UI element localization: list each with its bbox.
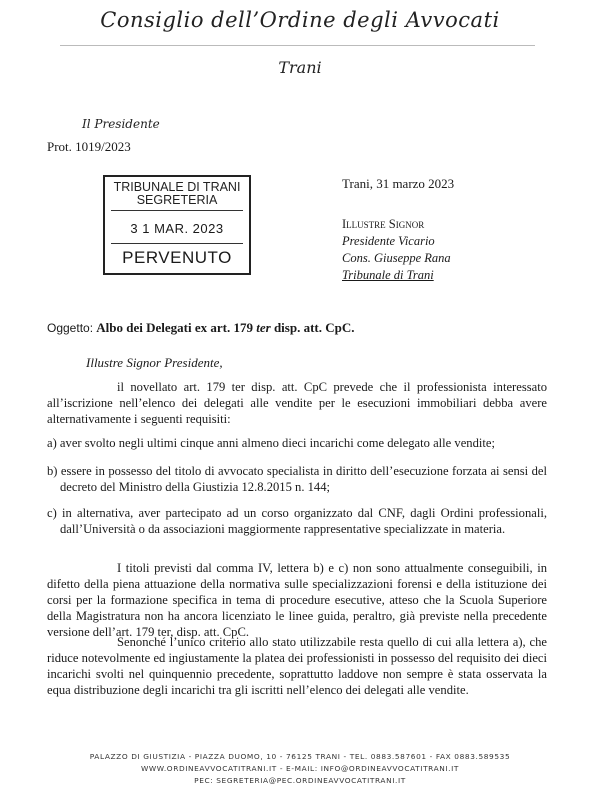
stamp-office: TRIBUNALE DI TRANI SEGRETERIA [113,180,241,207]
letterhead-divider [60,45,535,46]
stamp-divider-bottom [111,243,243,244]
subject-text-part1: Albo dei Delegati ex art. 179 [96,320,257,335]
footer-pec: PEC: SEGRETERIA@PEC.ORDINEAVVOCATITRANI.IT [194,776,406,785]
footer-address: PALAZZO DI GIUSTIZIA - PIAZZA DUOMO, 10 - 76125 TRANI - TEL. 0883.587601 - FAX 0883.589535 [89,752,511,761]
body-paragraph-1: il novellato art. 179 ter disp. att. CpC prevede che il professionista interessato all’iscrizione nell’elenco dei delegati alle vendite per le esecuzioni immobiliari debba avere alternativamente i seguenti requisiti: [47,380,547,426]
stamp-date: 3 1 MAR. 2023 [130,221,224,236]
requirement-item-b: b) essere in possesso del titolo di avvocato specialista in diritto dell’esecuzione forzata ai sensi del decreto del Ministro della Giustizia 12.8.2015 n. 144; [47,464,547,494]
protocol-number: Prot. 1019/2023 [47,139,131,154]
addressee-title: Illustre Signor [342,217,425,231]
salutation: Illustre Signor Presidente, [86,355,223,370]
addressee-block [342,216,451,284]
place-date: Trani, 31 marzo 2023 [342,176,455,191]
letterhead-title: Consiglio dell’Ordine degli Avvocati [100,8,500,32]
stamp-status: PERVENUTO [122,248,232,267]
body-paragraph-2: I titoli previsti dal comma IV, lettera b) e c) non sono attualmente conseguibili, in difetto della piena attuazione della normativa sulle specializzazioni forensi e della istituzione dei corsi per la formazione specifica in tema di procedure esecutive, atteso che la Scuola Superiore della Magistratura non ha ancora licenziato le linee guida, peraltro, già previste nella precedente versione dell’art. 179 ter, disp. att. CpC. [47,561,547,639]
subject-text-part2: disp. att. CpC. [270,320,355,335]
stamp-divider-top [111,210,243,211]
letter-footer [0,751,600,787]
subject-label: Oggetto: [47,321,94,335]
body-paragraph-3: Senonché l’unico criterio allo stato utilizzabile resta quello di cui alla lettera a), che riduce notevolmente ed ingiustamente la platea dei professionisti in possesso del requisito dei dieci incarichi svolti nel quinquennio precedente, soprattutto laddove non sempre è stata osservata la equa distribuzione degli incarichi tra gli iscritti nell’elenco dei delegati alle vendite. [47,635,547,697]
requirement-item-c: c) in alternativa, aver partecipato ad un corso organizzato dal CNF, dagli Ordini professionali, dall’Università o da associazioni maggiormente rappresentative specializzate in materia. [47,506,547,536]
footer-web-email: WWW.ORDINEAVVOCATITRANI.IT - E-MAIL: INFO@ORDINEAVVOCATITRANI.IT [140,764,460,773]
subject-text [96,320,354,335]
letterhead-city: Trani [278,58,322,77]
subject-text-italic: ter [256,320,271,335]
sender-role: Il Presidente [82,117,160,131]
addressee-role: Presidente Vicario [342,234,435,248]
addressee-name: Cons. Giuseppe Rana [342,251,451,265]
addressee-office: Tribunale di Trani [342,268,434,282]
received-stamp [103,175,251,275]
requirement-item-a: a) aver svolto negli ultimi cinque anni almeno dieci incarichi come delegato alle vendite; [47,436,495,450]
subject-line [47,320,354,336]
